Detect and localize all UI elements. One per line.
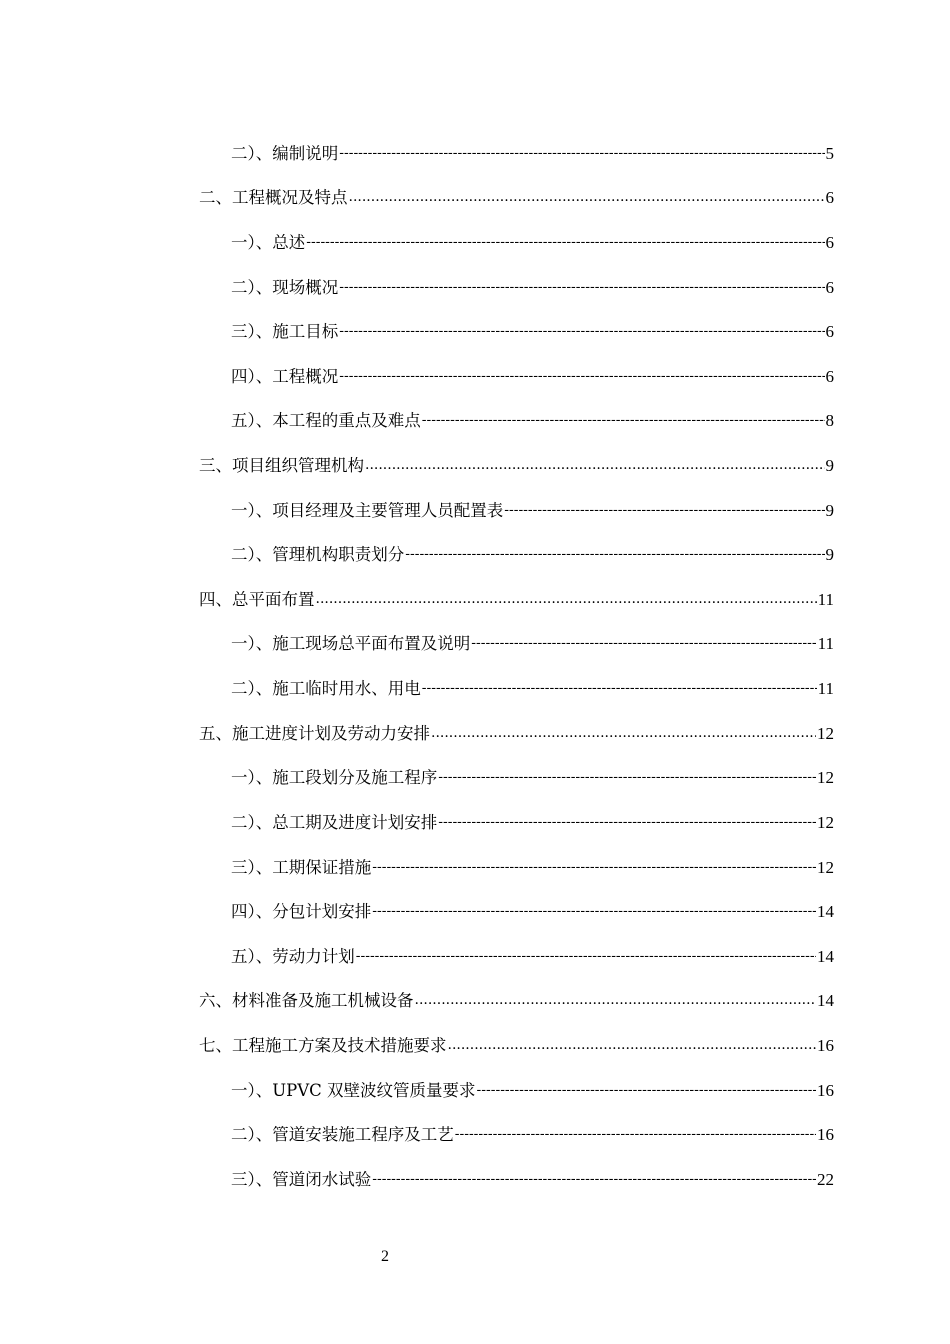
toc-entry-page: 16 xyxy=(817,1125,834,1144)
toc-entry-page: 16 xyxy=(817,1036,834,1055)
toc-entry-title: 四）、工程概况 xyxy=(231,367,339,386)
toc-entry[interactable] xyxy=(231,232,834,254)
toc-entry-title: 三）、工期保证措施 xyxy=(231,858,372,877)
toc-entry-page: 9 xyxy=(825,545,834,564)
toc-entry[interactable] xyxy=(231,366,834,388)
toc-entry-title: 一）、UPVC 双壁波纹管质量要求 xyxy=(231,1081,476,1100)
toc-entry[interactable] xyxy=(231,1080,834,1102)
toc-entry[interactable] xyxy=(231,143,834,165)
toc-entry-title: 二、工程概况及特点 xyxy=(199,188,348,207)
toc-leader xyxy=(372,857,816,879)
toc-leader xyxy=(339,277,824,299)
toc-leader xyxy=(372,901,816,923)
toc-entry[interactable] xyxy=(199,723,834,745)
toc-entry-page: 11 xyxy=(817,634,834,653)
toc-entry-title: 二）、总工期及进度计划安排 xyxy=(231,813,438,832)
toc-entry[interactable] xyxy=(231,901,834,923)
toc-entry-title: 二）、编制说明 xyxy=(231,144,339,163)
toc-entry-title: 一）、总述 xyxy=(231,233,306,252)
toc-entry-page: 22 xyxy=(817,1170,834,1189)
toc-leader xyxy=(504,500,824,522)
toc-entry-page: 12 xyxy=(817,858,834,877)
toc-entry[interactable] xyxy=(231,544,834,566)
toc-entry-page: 16 xyxy=(817,1081,834,1100)
toc-entry[interactable] xyxy=(199,455,834,477)
toc-leader xyxy=(455,1124,816,1146)
toc-leader xyxy=(339,321,824,343)
toc-leader xyxy=(422,678,817,700)
toc-entry[interactable] xyxy=(199,1035,834,1057)
toc-entry[interactable] xyxy=(231,633,834,655)
toc-leader xyxy=(431,723,816,745)
toc-entry[interactable] xyxy=(231,1169,834,1191)
toc-entry-page: 11 xyxy=(817,679,834,698)
toc-leader xyxy=(438,767,816,789)
toc-entry-page: 6 xyxy=(825,322,834,341)
toc-entry-title: 五、施工进度计划及劳动力安排 xyxy=(199,724,430,743)
toc-entry[interactable] xyxy=(231,410,834,432)
toc-leader xyxy=(349,187,825,209)
toc-entry-page: 12 xyxy=(817,813,834,832)
toc-entry[interactable] xyxy=(231,767,834,789)
toc-entry-title: 一）、施工段划分及施工程序 xyxy=(231,768,438,787)
toc-entry-title: 七、工程施工方案及技术措施要求 xyxy=(199,1036,447,1055)
toc-leader xyxy=(471,633,816,655)
toc-entry-title: 六、材料准备及施工机械设备 xyxy=(199,991,414,1010)
toc-leader xyxy=(316,589,817,611)
toc-entry-page: 5 xyxy=(825,144,834,163)
toc-leader xyxy=(339,366,824,388)
toc-entry-page: 8 xyxy=(825,411,834,430)
toc-entry[interactable] xyxy=(231,678,834,700)
toc-leader xyxy=(422,410,825,432)
toc-leader xyxy=(405,544,824,566)
toc-entry[interactable] xyxy=(231,500,834,522)
toc-entry-title: 四）、分包计划安排 xyxy=(231,902,372,921)
toc-entry-page: 11 xyxy=(817,590,834,609)
toc-entry-title: 四、总平面布置 xyxy=(199,590,315,609)
toc-leader xyxy=(415,990,817,1012)
toc-entry-page: 6 xyxy=(825,188,834,207)
toc-entry[interactable] xyxy=(231,277,834,299)
toc-entry-page: 14 xyxy=(817,902,834,921)
toc-leader xyxy=(438,812,816,834)
toc-entry-page: 9 xyxy=(825,501,834,520)
toc-entry[interactable] xyxy=(231,321,834,343)
toc-entry-page: 12 xyxy=(817,768,834,787)
toc-entry[interactable] xyxy=(199,990,834,1012)
toc-entry-page: 6 xyxy=(825,367,834,386)
toc-entry-title: 二）、现场概况 xyxy=(231,278,339,297)
toc-leader xyxy=(477,1080,816,1102)
toc-leader xyxy=(306,232,824,254)
toc-leader xyxy=(339,143,824,165)
toc-leader xyxy=(448,1035,817,1057)
toc-entry[interactable] xyxy=(231,946,834,968)
toc-entry[interactable] xyxy=(199,187,834,209)
toc-entry-page: 9 xyxy=(825,456,834,475)
toc-entry-page: 14 xyxy=(817,991,834,1010)
toc-entry-title: 一）、施工现场总平面布置及说明 xyxy=(231,634,471,653)
toc-entry[interactable] xyxy=(231,812,834,834)
toc-entry[interactable] xyxy=(199,589,834,611)
toc-entry[interactable] xyxy=(231,857,834,879)
toc-leader xyxy=(356,946,816,968)
toc-entry-title: 二）、施工临时用水、用电 xyxy=(231,679,421,698)
toc-entry-title: 三）、管道闭水试验 xyxy=(231,1170,372,1189)
toc-entry-page: 14 xyxy=(817,947,834,966)
toc-entry-title: 五）、本工程的重点及难点 xyxy=(231,411,421,430)
page-number: 2 xyxy=(381,1248,389,1265)
toc-entry-title: 五）、劳动力计划 xyxy=(231,947,355,966)
toc-entry-title: 二）、管道安装施工程序及工艺 xyxy=(231,1125,454,1144)
toc-leader xyxy=(365,455,825,477)
toc-entry-title: 三）、施工目标 xyxy=(231,322,339,341)
toc-entry-page: 6 xyxy=(825,233,834,252)
toc-entry-title: 二）、管理机构职责划分 xyxy=(231,545,405,564)
toc-entry-title: 三、项目组织管理机构 xyxy=(199,456,364,475)
toc-leader xyxy=(372,1169,816,1191)
toc-entry-page: 12 xyxy=(817,724,834,743)
toc-entry-page: 6 xyxy=(825,278,834,297)
toc-entry-title: 一）、项目经理及主要管理人员配置表 xyxy=(231,501,504,520)
toc-entry[interactable] xyxy=(231,1124,834,1146)
